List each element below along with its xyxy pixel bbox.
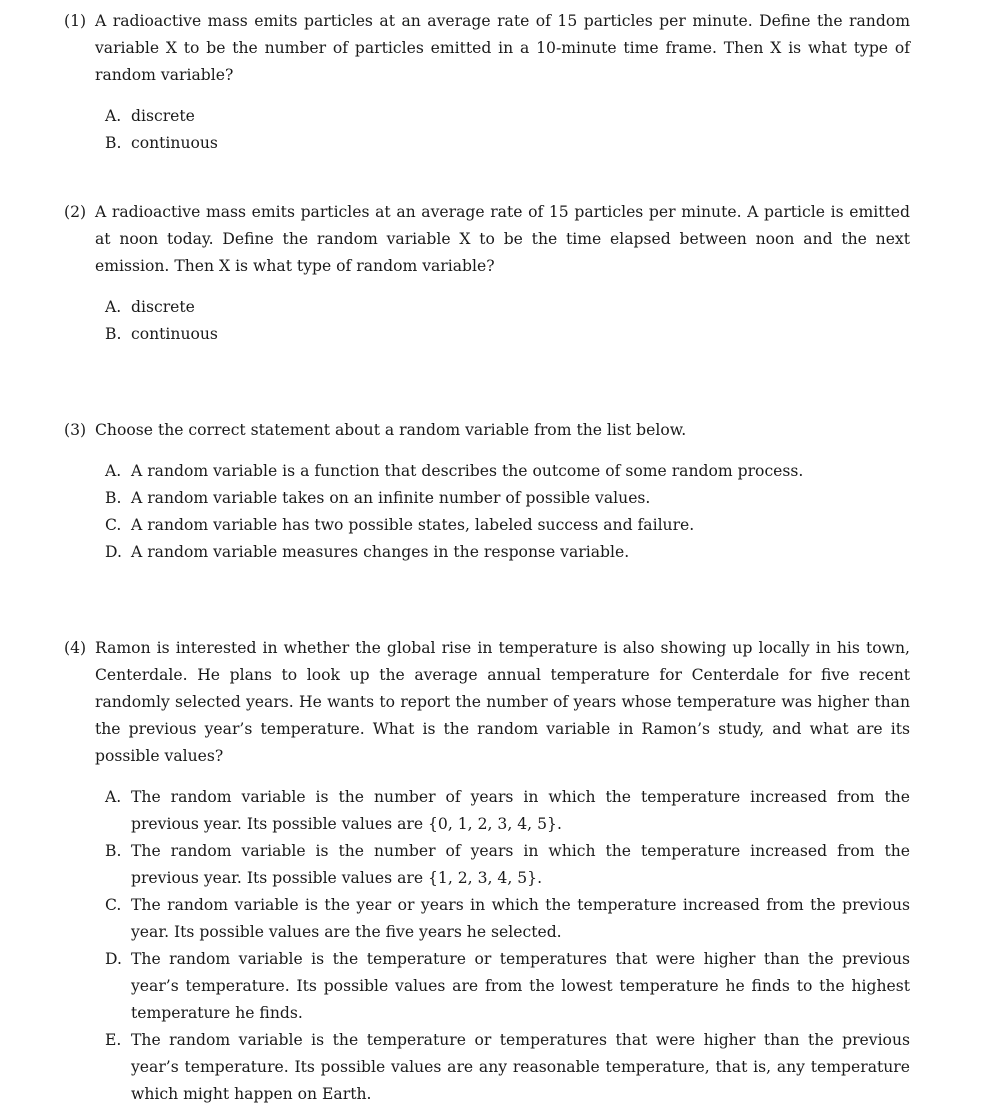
choice-a[interactable] [105,103,910,130]
choice-b[interactable] [105,838,910,892]
choice-e[interactable] [105,1027,910,1108]
choice-c[interactable] [105,892,910,946]
choice-text: discrete [131,298,195,316]
question-stem [64,635,910,770]
answer-choices [64,458,910,566]
choice-text: The random variable is the number of years in which the temperature increased from the previous year. Its possible values are {0, 1, 2, 3, 4, 5}. [131,788,910,833]
choice-text: A random variable takes on an infinite number of possible values. [131,489,651,507]
question-stem [64,199,910,280]
question-1 [64,8,910,157]
choice-text: continuous [131,134,218,152]
choice-letter: E. [105,1031,122,1049]
choice-letter: A. [105,462,122,480]
choice-letter: B. [105,842,122,860]
question-stem [64,8,910,89]
question-text: A radioactive mass emits particles at an average rate of 15 particles per minute. A particle is emitted at noon today. Define the random variable X to be the time elapsed between noon and the next emission. Then X is what type of random variable? [95,203,910,275]
choice-text: continuous [131,325,218,343]
choice-a[interactable] [105,294,910,321]
question-2 [64,199,910,348]
choice-text: The random variable is the temperature or temperatures that were higher than the previous year’s temperature. Its possible values are any reasonable temperature, that is, any temperature which might happen on Earth. [131,1031,910,1103]
choice-letter: A. [105,788,122,806]
choice-letter: C. [105,516,122,534]
choice-text: The random variable is the temperature or temperatures that were higher than the previous year’s temperature. Its possible values are from the lowest temperature he finds to the highest temperature he finds. [131,950,910,1022]
choice-text: The random variable is the number of years in which the temperature increased from the previous year. Its possible values are {1, 2, 3, 4, 5}. [131,842,910,887]
choice-d[interactable] [105,946,910,1027]
choice-b[interactable] [105,321,910,348]
choice-b[interactable] [105,485,910,512]
question-text: Choose the correct statement about a random variable from the list below. [95,421,687,439]
choice-letter: B. [105,489,122,507]
answer-choices [64,294,910,348]
choice-letter: D. [105,543,122,561]
question-number: (3) [64,421,87,439]
question-text: A radioactive mass emits particles at an average rate of 15 particles per minute. Define the random variable X to be the number of particles emitted in a 10-minute time frame. Then X is what type of random variable? [95,12,910,84]
question-stem [64,417,910,444]
choice-a[interactable] [105,784,910,838]
question-number: (1) [64,12,87,30]
question-number: (2) [64,203,87,221]
choice-text: The random variable is the year or years in which the temperature increased from the previous year. Its possible values are the five years he selected. [131,896,910,941]
question-text: Ramon is interested in whether the global rise in temperature is also showing up locally in his town, Centerdale. He plans to look up the average annual temperature for Centerdale for five recent randomly selected years. He wants to report the number of years whose temperature was higher than the previous year’s temperature. What is the random variable in Ramon’s study, and what are its possible values? [95,639,910,765]
answer-choices [64,784,910,1108]
choice-letter: B. [105,325,122,343]
choice-d[interactable] [105,539,910,566]
choice-letter: C. [105,896,122,914]
choice-text: A random variable has two possible states, labeled success and failure. [131,516,695,534]
question-number: (4) [64,639,87,657]
choice-letter: B. [105,134,122,152]
choice-letter: A. [105,107,122,125]
choice-c[interactable] [105,512,910,539]
question-4 [64,635,910,1108]
choice-text: discrete [131,107,195,125]
question-3 [64,417,910,566]
choice-a[interactable] [105,458,910,485]
choice-letter: D. [105,950,122,968]
choice-text: A random variable measures changes in the response variable. [131,543,630,561]
answer-choices [64,103,910,157]
choice-b[interactable] [105,130,910,157]
choice-letter: A. [105,298,122,316]
choice-text: A random variable is a function that describes the outcome of some random process. [131,462,804,480]
